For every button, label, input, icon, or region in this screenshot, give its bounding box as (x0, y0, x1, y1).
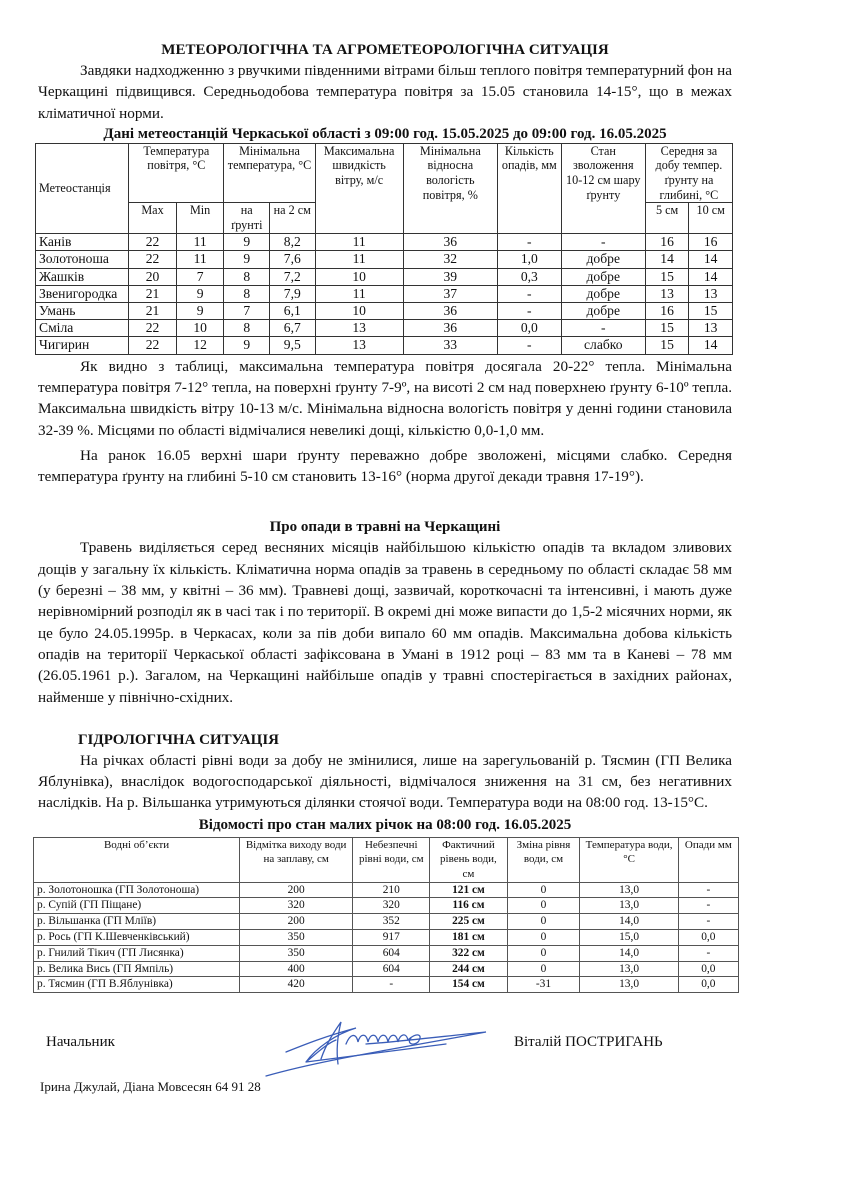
floodplain-mark: 350 (240, 929, 353, 945)
level-change: 0 (507, 961, 580, 977)
col-header-min-temp: Мінімальна температура, °С (224, 143, 315, 202)
water-temp: 14,0 (580, 914, 678, 930)
danger-level: 320 (353, 898, 430, 914)
soil-5cm: 13 (645, 285, 689, 302)
moisture: добре (561, 251, 645, 268)
level-change: 0 (507, 882, 580, 898)
table-row (36, 251, 733, 268)
col-header-air-temp: Температура повітря, °С (129, 143, 224, 202)
soil-5cm: 15 (645, 268, 689, 285)
table-row (36, 320, 733, 337)
contacts-line: Ірина Джулай, Діана Мовсесян 64 91 28 (40, 1079, 261, 1094)
col-header-floodplain: Відмітка виходу води на заплаву, см (240, 837, 353, 882)
min-2cm: 6,7 (270, 320, 316, 337)
signature-block (46, 1022, 726, 1082)
humidity: 36 (403, 320, 497, 337)
moisture: добре (561, 268, 645, 285)
table-row (36, 234, 733, 251)
wind: 13 (315, 320, 403, 337)
soil-10cm: 14 (689, 337, 733, 354)
air-min: 10 (176, 320, 224, 337)
precip: 0,0 (678, 977, 738, 993)
humidity: 39 (403, 268, 497, 285)
min-ground: 7 (224, 303, 270, 320)
precip: 0,0 (678, 929, 738, 945)
actual-level: 181 см (430, 929, 507, 945)
col-header-air-min: Min (176, 203, 224, 234)
precip: - (497, 337, 561, 354)
table-row (34, 945, 739, 961)
air-max: 22 (129, 337, 177, 354)
floodplain-mark: 420 (240, 977, 353, 993)
meteo-stations-table (35, 143, 733, 355)
station-name: Канів (36, 234, 129, 251)
air-max: 21 (129, 303, 177, 320)
danger-level: 210 (353, 882, 430, 898)
station-name: Чигирин (36, 337, 129, 354)
col-header-soil-10cm: 10 см (689, 203, 733, 234)
moisture: - (561, 234, 645, 251)
air-max: 20 (129, 268, 177, 285)
col-header-station: Метеостанція (36, 143, 129, 233)
actual-level: 154 см (430, 977, 507, 993)
moisture: добре (561, 285, 645, 302)
humidity: 37 (403, 285, 497, 302)
col-header-precip: Кількість опадів, мм (497, 143, 561, 233)
air-max: 22 (129, 234, 177, 251)
floodplain-mark: 320 (240, 898, 353, 914)
soil-10cm: 16 (689, 234, 733, 251)
col-header-min-2cm: на 2 см (270, 203, 316, 234)
level-change: 0 (507, 929, 580, 945)
hydro-section-title: ГІДРОЛОГІЧНА СИТУАЦІЯ (78, 731, 279, 748)
soil-10cm: 14 (689, 268, 733, 285)
precip: 0,0 (678, 961, 738, 977)
water-object: р. Велика Вись (ГП Ямпіль) (34, 961, 240, 977)
col-header-actual: Фактичний рівень води, см (430, 837, 507, 882)
air-min: 11 (176, 251, 224, 268)
rivers-table-caption: Відомості про стан малих річок на 08:00 год. 16.05.2025 (198, 816, 572, 833)
min-ground: 9 (224, 337, 270, 354)
level-change: 0 (507, 914, 580, 930)
min-2cm: 8,2 (270, 234, 316, 251)
wind: 13 (315, 337, 403, 354)
air-max: 22 (129, 320, 177, 337)
air-min: 9 (176, 285, 224, 302)
level-change: -31 (507, 977, 580, 993)
air-max: 21 (129, 285, 177, 302)
water-temp: 13,0 (580, 882, 678, 898)
moisture: - (561, 320, 645, 337)
precip: 0,0 (497, 320, 561, 337)
danger-level: 604 (353, 961, 430, 977)
precip: - (497, 234, 561, 251)
meteo-intro-paragraph: Завдяки надходженню з рвучкими південними вітрами більш теплого повітря температурний фон на Черкащині підвищився. Середньодобова температура повітря за 15.05 становила 14-15°, що в межах кліматичної норми. (38, 62, 733, 122)
station-name: Умань (36, 303, 129, 320)
col-header-min-ground: на ґрунті (224, 203, 270, 234)
soil-5cm: 16 (645, 234, 689, 251)
danger-level: 604 (353, 945, 430, 961)
wind: 11 (315, 285, 403, 302)
min-ground: 8 (224, 285, 270, 302)
table-row (36, 337, 733, 354)
wind: 11 (315, 234, 403, 251)
col-header-humidity: Мінімальна відносна вологість повітря, % (403, 143, 497, 233)
floodplain-mark: 350 (240, 945, 353, 961)
table-row (34, 977, 739, 993)
soil-10cm: 15 (689, 303, 733, 320)
document-page (38, 40, 732, 993)
water-object: р. Рось (ГП К.Шевченківський) (34, 929, 240, 945)
precip: - (678, 882, 738, 898)
col-header-soil-temp: Середня за добу темпер. ґрунту на глибині, °С (645, 143, 732, 202)
floodplain-mark: 200 (240, 882, 353, 898)
wind: 10 (315, 268, 403, 285)
meteo-summary-paragraph: Як видно з таблиці, максимальна температура повітря досягала 20-22° тепла. Мінімальна температура повітря 7-12° тепла, на поверхні ґрунту 7-9º, на висоті 2 см над поверхнею ґрунту 6-10º тепла. Максимальна швидкість вітру 10-13 м/с. Мінімальна відносна вологість повітря у денні години становила 32-39 %. Місцями по області відмічалися невеликі дощі, кількістю 0,0-1,0 мм. (38, 357, 732, 439)
precip-may-paragraph: Травень виділяється серед весняних місяців найбільшою кількістю опадів та вкладом зливових дощів у загальну їх кількість. Кліматична норма опадів за травень в середньому по області складає 58 мм (у березні – 38 мм, у квітні – 36 мм). Травневі дощі, зазвичай, короткочасні та інтенсивні, і мають дуже нерівномірний розподіл як в часі так і по території. В окремі дні може випасти до 1,5-2 місячних норми, як це було 24.05.1995р. в Черкасах, коли за пів доби випало 60 мм опадів. Максимальна добова кількість опадів на території Черкаської області зафіксована в Умані в 1912 році – 83 мм та в Каневі – 78 мм (26.05.1961 р.). Загалом, на Черкащині найбільше опадів у травні спостерігається в західних районах, найменше у північно-східних. (38, 539, 733, 706)
min-2cm: 9,5 (270, 337, 316, 354)
actual-level: 116 см (430, 898, 507, 914)
danger-level: - (353, 977, 430, 993)
signer-position: Начальник (46, 1034, 115, 1050)
precip-may-title: Про опади в травні на Черкащині (269, 519, 501, 536)
moisture: добре (561, 303, 645, 320)
water-temp: 15,0 (580, 929, 678, 945)
wind: 10 (315, 303, 403, 320)
actual-level: 225 см (430, 914, 507, 930)
danger-level: 917 (353, 929, 430, 945)
humidity: 36 (403, 234, 497, 251)
water-object: р. Тясмин (ГП В.Яблунівка) (34, 977, 240, 993)
water-temp: 13,0 (580, 898, 678, 914)
min-ground: 9 (224, 234, 270, 251)
precip: 1,0 (497, 251, 561, 268)
table-row (34, 898, 739, 914)
hydro-paragraph: На річках області рівні води за добу не змінилися, лише на зарегульованій р. Тясмин (ГП Велика Яблунівка), внаслідок водогосподарської діяльності, відмічалося зниження на 31 см, без негативних наслідків. На р. Вільшанка утримуються ділянки стоячої води. Температура води на 08:00 год. 13-15°С. (38, 751, 732, 812)
level-change: 0 (507, 945, 580, 961)
water-object: р. Супій (ГП Піщане) (34, 898, 240, 914)
air-min: 11 (176, 234, 224, 251)
air-min: 9 (176, 303, 224, 320)
handwritten-signature-icon (246, 1014, 506, 1084)
wind: 11 (315, 251, 403, 268)
humidity: 36 (403, 303, 497, 320)
moisture: слабко (561, 337, 645, 354)
station-name: Золотоноша (36, 251, 129, 268)
rivers-table (33, 837, 739, 993)
min-2cm: 7,9 (270, 285, 316, 302)
col-header-temp: Температура води, °С (580, 837, 678, 882)
table-row (36, 303, 733, 320)
min-ground: 8 (224, 268, 270, 285)
floodplain-mark: 400 (240, 961, 353, 977)
danger-level: 352 (353, 914, 430, 930)
col-header-precip: Опади мм (678, 837, 738, 882)
soil-10cm: 13 (689, 320, 733, 337)
actual-level: 322 см (430, 945, 507, 961)
air-min: 12 (176, 337, 224, 354)
actual-level: 244 см (430, 961, 507, 977)
meteo-table-caption: Дані метеостанцій Черкаської області з 09:00 год. 15.05.2025 до 09:00 год. 16.05.2025 (103, 125, 667, 142)
water-temp: 13,0 (580, 977, 678, 993)
water-temp: 13,0 (580, 961, 678, 977)
soil-5cm: 16 (645, 303, 689, 320)
table-row (34, 929, 739, 945)
col-header-wind: Максимальна швидкість вітру, м/с (315, 143, 403, 233)
col-header-danger: Небезпечні рівні води, см (353, 837, 430, 882)
water-object: р. Золотоношка (ГП Золотоноша) (34, 882, 240, 898)
table-row (34, 914, 739, 930)
table-row (36, 268, 733, 285)
air-max: 22 (129, 251, 177, 268)
precip: - (497, 285, 561, 302)
table-row (34, 961, 739, 977)
water-object: р. Гнилий Тікич (ГП Лисянка) (34, 945, 240, 961)
floodplain-mark: 200 (240, 914, 353, 930)
station-name: Сміла (36, 320, 129, 337)
water-object: р. Вільшанка (ГП Мліїв) (34, 914, 240, 930)
min-ground: 9 (224, 251, 270, 268)
min-2cm: 7,6 (270, 251, 316, 268)
precip: - (497, 303, 561, 320)
precip: 0,3 (497, 268, 561, 285)
min-2cm: 6,1 (270, 303, 316, 320)
station-name: Жашків (36, 268, 129, 285)
table-row (36, 285, 733, 302)
col-header-air-max: Max (129, 203, 177, 234)
precip: - (678, 914, 738, 930)
air-min: 7 (176, 268, 224, 285)
humidity: 32 (403, 251, 497, 268)
soil-10cm: 13 (689, 285, 733, 302)
precip: - (678, 945, 738, 961)
precip: - (678, 898, 738, 914)
col-header-change: Зміна рівня води, см (507, 837, 580, 882)
humidity: 33 (403, 337, 497, 354)
col-header-object: Водні об’єкти (34, 837, 240, 882)
soil-summary-paragraph: На ранок 16.05 верхні шари ґрунту переважно добре зволожені, місцями слабко. Середня температура ґрунту на глибині 5-10 см становить 13-16° (норма другої декади травня 17-19°). (38, 446, 732, 486)
soil-5cm: 15 (645, 337, 689, 354)
water-temp: 14,0 (580, 945, 678, 961)
col-header-moisture: Стан зволоження 10-12 см шару ґрунту (561, 143, 645, 233)
station-name: Звенигородка (36, 285, 129, 302)
level-change: 0 (507, 898, 580, 914)
min-ground: 8 (224, 320, 270, 337)
soil-5cm: 14 (645, 251, 689, 268)
col-header-soil-5cm: 5 см (645, 203, 689, 234)
soil-5cm: 15 (645, 320, 689, 337)
actual-level: 121 см (430, 882, 507, 898)
table-row (34, 882, 739, 898)
signer-name: Віталій ПОСТРИГАНЬ (514, 1034, 663, 1050)
soil-10cm: 14 (689, 251, 733, 268)
min-2cm: 7,2 (270, 268, 316, 285)
meteo-section-title: МЕТЕОРОЛОГІЧНА ТА АГРОМЕТЕОРОЛОГІЧНА СИТУАЦІЯ (161, 42, 609, 58)
